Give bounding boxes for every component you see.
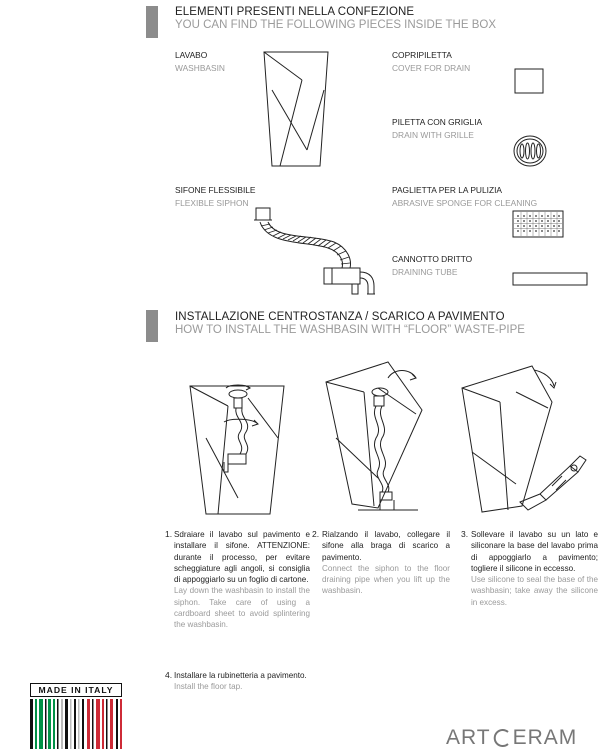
item-label-it: PILETTA CON GRIGLIA <box>392 117 483 127</box>
step-text-en: Use silicone to seal the base of the washbasin; take away the silicone in excess. <box>471 575 598 607</box>
step1-drawing <box>188 378 288 518</box>
item-label-en: DRAIN WITH GRILLE <box>392 130 474 140</box>
item-label-it: LAVABO <box>175 50 208 60</box>
item-washbasin-label <box>175 50 225 73</box>
step-text-it: Installare la rubinetteria a pavimento. <box>174 671 307 680</box>
step2-drawing <box>318 358 430 518</box>
step-number: 2. <box>312 529 320 539</box>
item-siphon-label <box>175 185 256 208</box>
step3-drawing <box>460 362 596 522</box>
step-text-en: Install the floor tap. <box>174 682 243 692</box>
section-subtitle: YOU CAN FIND THE FOLLOWING PIECES INSIDE THE BOX <box>175 19 496 31</box>
step-text-en: Connect the siphon to the floor draining pipe when you lift up the washbasin. <box>322 563 450 596</box>
item-label-it: CANNOTTO DRITTO <box>392 254 473 264</box>
section-subtitle: HOW TO INSTALL THE WASHBASIN WITH “FLOOR” WASTE-PIPE <box>175 324 525 336</box>
item-label-it: COPRIPILETTA <box>392 50 452 60</box>
drain-grille-drawing <box>512 134 548 168</box>
abrasive-sponge-drawing <box>512 210 564 238</box>
item-cover-label <box>392 50 470 73</box>
flexible-siphon-drawing <box>248 206 378 298</box>
brand-c-icon <box>492 728 512 748</box>
made-in-italy-text: MADE IN ITALY <box>30 683 122 697</box>
section-title: ELEMENTI PRESENTI NELLA CONFEZIONE <box>175 6 415 18</box>
section-title: INSTALLAZIONE CENTROSTANZA / SCARICO A PAVIMENTO <box>175 311 505 323</box>
item-label-it: SIFONE FLESSIBILE <box>175 185 256 195</box>
drain-cover-drawing <box>514 68 544 94</box>
section-marker <box>146 310 158 342</box>
step-text-it: Rialzando il lavabo, collegare il sifone alla braga di scarico a pavimento. <box>322 530 450 562</box>
step-3 <box>461 529 598 608</box>
item-label-it: PAGLIETTA PER LA PULIZIA <box>392 185 502 195</box>
step-number: 1. <box>165 529 173 539</box>
item-tube-label <box>392 254 472 277</box>
step-2 <box>312 529 450 597</box>
brand-text-right: ERAM <box>512 726 578 749</box>
step-text-it: Sollevare il lavabo su un lato e siliconare la base del lavabo prima di appoggiarlo a pavimento; togliere il silicone in eccesso. <box>471 530 598 573</box>
step-number: 4. <box>165 670 173 680</box>
made-in-italy-logo <box>30 683 122 753</box>
item-sponge-label <box>392 185 537 208</box>
item-label-en: ABRASIVE SPONGE FOR CLEANING <box>392 198 538 208</box>
brand-text-left: ART <box>446 726 491 749</box>
step-4 <box>162 670 362 693</box>
section-header <box>175 311 525 336</box>
item-label-en: FLEXIBLE SIPHON <box>175 198 249 208</box>
item-label-en: DRAINING TUBE <box>392 267 458 277</box>
step-number: 3. <box>461 529 469 539</box>
section-marker <box>146 6 158 38</box>
artceram-logo <box>446 726 577 750</box>
item-label-en: WASHBASIN <box>175 63 225 73</box>
section-header <box>175 6 496 31</box>
step-1 <box>162 529 310 631</box>
item-drain-label <box>392 117 482 140</box>
item-label-en: COVER FOR DRAIN <box>392 63 471 73</box>
flag-barcode-icon <box>30 697 122 751</box>
step-text-it: Sdraiare il lavabo sul pavimento e installare il sifone. ATTENZIONE: durante il processo, per evitare scheggiature agli angoli, si consiglia di appoggiarlo su un foglio di cartone. <box>174 530 310 585</box>
draining-tube-drawing <box>512 272 588 286</box>
washbasin-drawing <box>262 50 332 170</box>
step-text-en: Lay down the washbasin to install the siphon. Take care of using a cardboard sheet to avoid splintering the washbasin. <box>174 586 310 630</box>
